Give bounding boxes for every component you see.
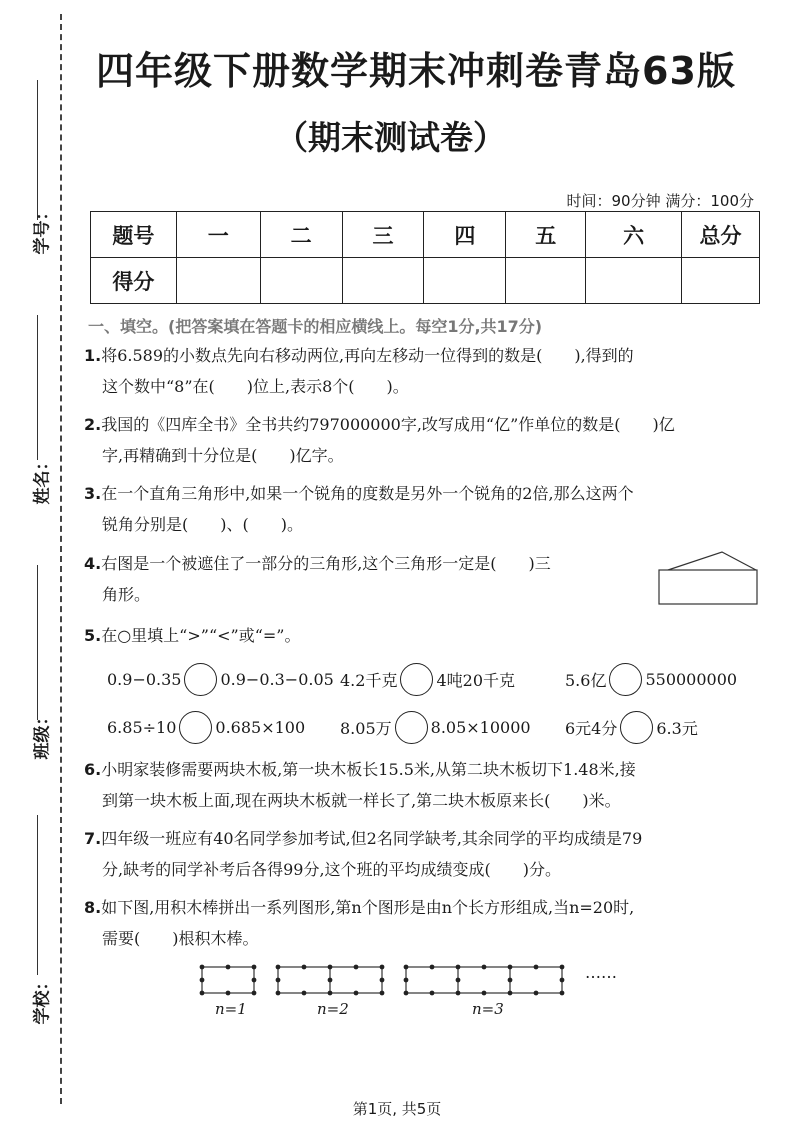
question-text: 如下图,用积木棒拼出一系列图形,第n个图形是由n个长方形组成,当n=20时,: [101, 898, 635, 917]
question-text: 在○里填上“>”“<”或“=”。: [101, 626, 301, 645]
question-text: 这个数中“8”在( )位上,表示8个( )。: [102, 377, 409, 396]
question-text: 在一个直角三角形中,如果一个锐角的度数是另外一个锐角的2倍,那么这两个: [101, 484, 634, 503]
student-no-label: 学号：: [32, 203, 53, 255]
question-6: [84, 754, 759, 816]
class-line: [37, 565, 38, 720]
question-text: 锐角分别是( )、( )。: [102, 515, 303, 534]
score-header-cell: 五: [506, 212, 586, 258]
stick-figures: [190, 955, 630, 1005]
page-subtitle: （期末测试卷）: [275, 118, 506, 157]
comparison-item: [565, 663, 737, 696]
score-input-cell[interactable]: [260, 258, 342, 304]
score-input-cell[interactable]: [506, 258, 586, 304]
score-input-cell[interactable]: [586, 258, 682, 304]
question-text: 字,再精确到十分位是( )亿字。: [102, 446, 344, 465]
figure-n2: [276, 965, 385, 996]
comparison-item: [565, 711, 698, 744]
question-number: 2.: [84, 415, 102, 434]
compare-right: 0.9−0.3−0.05: [220, 670, 334, 689]
score-table-score-row: [91, 258, 760, 304]
comparison-item: [340, 711, 531, 744]
score-row-label: 得分: [91, 258, 177, 304]
compare-circle[interactable]: [620, 711, 653, 744]
figure-ellipsis: ……: [585, 963, 617, 982]
page-title: 四年级下册数学期末冲刺卷青岛63版: [96, 49, 736, 93]
compare-left: 8.05万: [340, 719, 392, 738]
compare-circle[interactable]: [400, 663, 433, 696]
time-info: 时间：90分钟 满分：100分: [566, 192, 754, 210]
question-number: 5.: [84, 626, 102, 645]
page-footer: 第1页, 共5页: [352, 1100, 442, 1118]
score-header-cell: 二: [260, 212, 342, 258]
score-header-cell: 总分: [682, 212, 760, 258]
question-number: 1.: [84, 346, 102, 365]
question-5: [84, 620, 759, 651]
figure-n3: [404, 965, 565, 996]
figure-n1: [200, 965, 257, 996]
school-field[interactable]: [20, 815, 60, 1035]
score-input-cell[interactable]: [424, 258, 506, 304]
question-number: 3.: [84, 484, 102, 503]
question-3: [84, 478, 759, 540]
comparison-item: [340, 663, 515, 696]
question-1: [84, 340, 759, 402]
question-text: 小明家装修需要两块木板,第一块木板长15.5米,从第二块木板切下1.48米,接: [101, 760, 636, 779]
question-number: 8.: [84, 898, 102, 917]
comparison-item: [107, 663, 334, 696]
question-text: 分,缺考的同学补考后各得99分,这个班的平均成绩变成( )分。: [102, 860, 562, 879]
school-label: 学校：: [32, 973, 53, 1025]
compare-left: 6元4分: [565, 719, 618, 738]
question-text: 将6.589的小数点先向右移动两位,再向左移动一位得到的数是( ),得到的: [101, 346, 634, 365]
question-number: 4.: [84, 554, 102, 573]
class-label: 班级：: [32, 708, 53, 760]
question-text: 四年级一班应有40名同学参加考试,但2名同学缺考,其余同学的平均成绩是79: [101, 829, 643, 848]
compare-right: 0.685×100: [215, 718, 306, 737]
question-text: 角形。: [102, 585, 151, 604]
figure-label-n3: n=3: [472, 1000, 504, 1018]
compare-circle[interactable]: [184, 663, 217, 696]
student-no-field[interactable]: [20, 80, 60, 280]
hidden-triangle-figure: [656, 550, 760, 606]
score-header-cell: 三: [342, 212, 424, 258]
compare-circle[interactable]: [395, 711, 428, 744]
name-field[interactable]: [20, 315, 60, 525]
compare-left: 0.9−0.35: [107, 670, 182, 689]
score-input-cell[interactable]: [342, 258, 424, 304]
score-table-header-row: [91, 212, 760, 258]
comparison-item: [107, 711, 305, 744]
question-number: 6.: [84, 760, 102, 779]
score-header-cell: 一: [176, 212, 260, 258]
school-line: [37, 815, 38, 975]
score-input-cell[interactable]: [176, 258, 260, 304]
student-no-line: [37, 80, 38, 220]
compare-left: 5.6亿: [565, 671, 607, 690]
compare-left: 4.2千克: [340, 671, 398, 690]
question-text: 需要( )根积木棒。: [102, 929, 259, 948]
question-4: [84, 548, 644, 610]
question-text: 我国的《四库全书》全书共约797000000字,改写成用“亿”作单位的数是( )亿: [101, 415, 675, 434]
compare-right: 4吨20千克: [436, 671, 515, 690]
question-text: 到第一块木板上面,现在两块木板就一样长了,第二块木板原来长( )米。: [102, 791, 621, 810]
compare-circle[interactable]: [179, 711, 212, 744]
figure-label-n1: n=1: [215, 1000, 247, 1018]
question-7: [84, 823, 759, 885]
compare-right: 550000000: [645, 670, 738, 689]
compare-circle[interactable]: [609, 663, 642, 696]
question-text: 右图是一个被遮住了一部分的三角形,这个三角形一定是( )三: [101, 554, 551, 573]
class-field[interactable]: [20, 565, 60, 775]
score-input-cell[interactable]: [682, 258, 760, 304]
name-line: [37, 315, 38, 460]
name-label: 姓名：: [32, 453, 53, 505]
binding-dashed-line: [60, 14, 62, 1104]
score-header-cell: 六: [586, 212, 682, 258]
score-header-cell: 题号: [91, 212, 177, 258]
question-2: [84, 409, 759, 471]
question-number: 7.: [84, 829, 102, 848]
compare-right: 8.05×10000: [430, 718, 531, 737]
section-heading: 一、填空。(把答案填在答题卡的相应横线上。每空1分,共17分): [88, 317, 543, 336]
figure-label-n2: n=2: [317, 1000, 349, 1018]
score-table: [90, 211, 760, 304]
compare-right: 6.3元: [656, 719, 698, 738]
score-header-cell: 四: [424, 212, 506, 258]
compare-left: 6.85÷10: [107, 718, 177, 737]
question-8: [84, 892, 759, 954]
